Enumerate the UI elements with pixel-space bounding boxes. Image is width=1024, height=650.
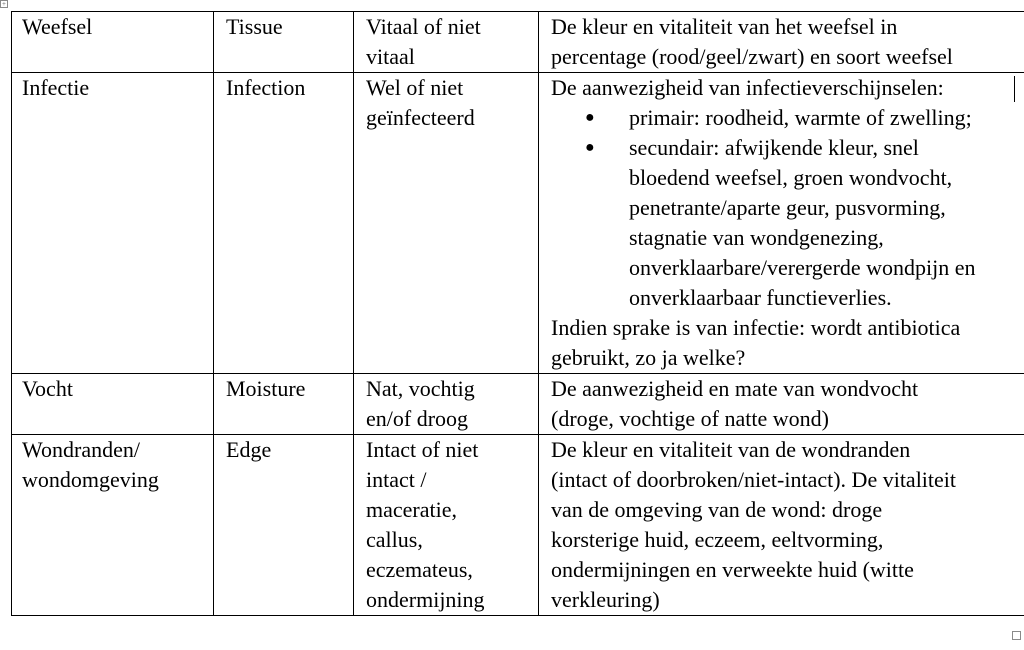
bullet-icon: ● xyxy=(585,139,595,156)
list-item-text: primair: roodheid, warmte of zwelling; xyxy=(629,105,972,130)
cell-description[interactable] xyxy=(539,435,1024,616)
cell-text: Weefsel xyxy=(22,14,93,39)
cell-text: verkleuring) xyxy=(551,587,660,612)
cell-criterion[interactable] xyxy=(354,73,539,374)
cell-text: Infectie xyxy=(22,75,90,100)
list-item-text: onverklaarbare/verergerde wondpijn en xyxy=(629,255,976,280)
list-item xyxy=(585,103,1024,133)
bullet-icon: ● xyxy=(585,109,595,126)
cell-text: (intact of doorbroken/niet-intact). De vitaliteit xyxy=(551,467,957,492)
cell-criterion[interactable] xyxy=(354,12,539,73)
cell-text: Wondranden/ xyxy=(22,437,140,462)
document-table xyxy=(11,11,1024,616)
cell-text: Indien sprake is van infectie: wordt antibiotica xyxy=(551,315,961,340)
cell-text: gebruikt, zo ja welke? xyxy=(551,345,746,370)
cell-criterion[interactable] xyxy=(354,435,539,616)
bullet-list xyxy=(551,103,1024,313)
list-item-text: bloedend weefsel, groen wondvocht, xyxy=(629,165,953,190)
table-move-handle-icon[interactable]: + xyxy=(0,0,8,8)
table-resize-handle-icon[interactable] xyxy=(1012,631,1021,640)
table-row xyxy=(12,374,1024,435)
table-row xyxy=(12,435,1024,616)
cell-text: Tissue xyxy=(226,14,283,39)
cell-english-term[interactable] xyxy=(214,435,354,616)
cell-text: De aanwezigheid en mate van wondvocht xyxy=(551,376,919,401)
cell-text: vitaal xyxy=(366,44,415,69)
cell-text: wondomgeving xyxy=(22,467,159,492)
cell-criterion[interactable] xyxy=(354,374,539,435)
cell-text: (droge, vochtige of natte wond) xyxy=(551,406,829,431)
cell-description[interactable] xyxy=(539,374,1024,435)
cell-text: Edge xyxy=(226,437,272,462)
list-item-text: onverklaarbaar functieverlies. xyxy=(629,285,892,310)
cell-text: korsterige huid, eczeem, eeltvorming, xyxy=(551,527,884,552)
cell-text: Wel of niet xyxy=(366,75,464,100)
cell-text: geïnfecteerd xyxy=(366,105,475,130)
list-item-text: stagnatie van wondgenezing, xyxy=(629,225,884,250)
table-row xyxy=(12,12,1024,73)
cell-text: Vocht xyxy=(22,376,73,401)
table-row xyxy=(12,73,1024,374)
cell-text: Infection xyxy=(226,75,306,100)
cell-text: van de omgeving van de wond: droge xyxy=(551,497,883,522)
cell-text: De aanwezigheid van infectieverschijnselen: xyxy=(551,75,944,100)
cell-text: ondermijning xyxy=(366,587,485,612)
cell-english-term[interactable] xyxy=(214,12,354,73)
cell-dutch-term[interactable] xyxy=(12,435,214,616)
cell-dutch-term[interactable] xyxy=(12,73,214,374)
list-item xyxy=(585,133,1024,313)
cell-text: en/of droog xyxy=(366,406,469,431)
cell-text: De kleur en vitaliteit van de wondranden xyxy=(551,437,911,462)
cell-description[interactable] xyxy=(539,12,1024,73)
cell-text: Intact of niet xyxy=(366,437,479,462)
cell-text: Vitaal of niet xyxy=(366,14,481,39)
cell-text: ondermijningen en verweekte huid (witte xyxy=(551,557,914,582)
cell-dutch-term[interactable] xyxy=(12,12,214,73)
cell-text: percentage (rood/geel/zwart) en soort weefsel xyxy=(551,44,953,69)
cell-text: De kleur en vitaliteit van het weefsel in xyxy=(551,14,898,39)
cell-description[interactable] xyxy=(539,73,1024,374)
list-item-text: penetrante/aparte geur, pusvorming, xyxy=(629,195,946,220)
cell-text: eczemateus, xyxy=(366,557,473,582)
cell-english-term[interactable] xyxy=(214,73,354,374)
cell-text: callus, xyxy=(366,527,423,552)
cell-text: Moisture xyxy=(226,376,306,401)
cell-text: maceratie, xyxy=(366,497,457,522)
cell-dutch-term[interactable] xyxy=(12,374,214,435)
cell-text: intact / xyxy=(366,467,427,492)
cell-text: Nat, vochtig xyxy=(366,376,475,401)
cell-english-term[interactable] xyxy=(214,374,354,435)
list-item-text: secundair: afwijkende kleur, snel xyxy=(629,135,919,160)
